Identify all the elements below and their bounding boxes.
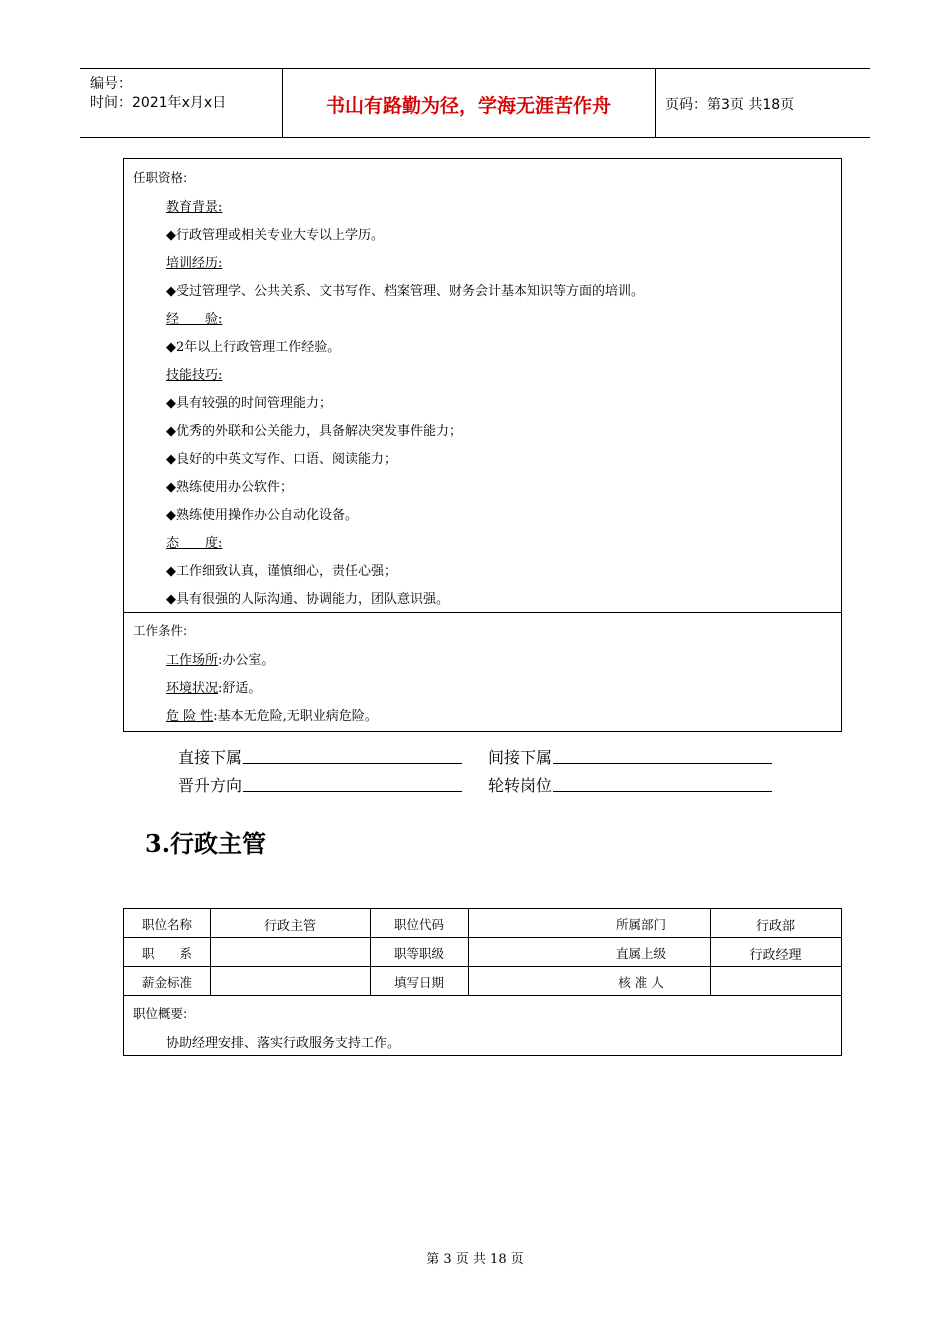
label-position-code: 职位代码 (393, 917, 444, 932)
header-divider (655, 69, 656, 137)
label-supervisor: 直属上级 (615, 946, 666, 961)
attitude-item: ◆工作细致认真，谨慎细心，责任心强； (166, 564, 397, 579)
indirect-subordinate-label: 间接下属 (488, 748, 553, 767)
risk-label: 危 险 性 (166, 709, 214, 724)
overview-text: 协助经理安排、落实行政服务支持工作。 (166, 1036, 401, 1051)
env-label: 环境状况 (166, 681, 219, 696)
promotion-label: 晋升方向 (178, 776, 243, 795)
training-label: 培训经历: (166, 256, 223, 271)
col-divider (468, 909, 469, 996)
page-footer: 第 3 页 共 18 页 (426, 1252, 524, 1267)
indirect-subordinate-line[interactable] (553, 763, 772, 764)
training-item: ◆受过管理学、公共关系、文书写作、档案管理、财务会计基本知识等方面的培训。 (166, 284, 644, 299)
header-number: 编号： (90, 76, 132, 92)
page-header (80, 68, 870, 138)
row-divider (124, 937, 841, 938)
place-value: :办公室。 (218, 653, 275, 668)
education-label: 教育背景: (166, 200, 223, 215)
education-item: ◆行政管理或相关专业大专以上学历。 (166, 228, 384, 243)
header-meta (90, 75, 226, 113)
label-position-name: 职位名称 (141, 917, 192, 932)
attitude-item: ◆具有很强的人际沟通、协调能力，团队意识强。 (166, 592, 449, 607)
skills-label: 技能技巧: (166, 368, 223, 383)
value-position-name: 行政主管 (263, 919, 316, 934)
skills-item: ◆熟练使用办公软件； (166, 480, 293, 495)
row-divider (124, 966, 841, 967)
env-value: :舒适。 (218, 681, 262, 696)
header-motto: 书山有路勤为径，学海无涯苦作舟 (325, 95, 611, 117)
header-time: 时间：2021年x月x日 (90, 95, 227, 111)
experience-label: 经 验: (166, 312, 223, 327)
direct-subordinate-label: 直接下属 (178, 748, 243, 767)
experience-item: ◆2年以上行政管理工作经验。 (166, 340, 341, 355)
qualifications-box (123, 158, 842, 732)
qualifications-title: 任职资格: (133, 170, 188, 185)
skills-item: ◆优秀的外联和公关能力，具备解决突发事件能力； (166, 424, 462, 439)
label-fill-date: 填写日期 (393, 975, 444, 990)
value-department: 行政部 (755, 919, 795, 934)
promotion-line[interactable] (243, 791, 462, 792)
skills-item: ◆熟练使用操作办公自动化设备。 (166, 508, 358, 523)
condition-env (166, 677, 261, 696)
rotation-label: 轮转岗位 (488, 776, 553, 795)
label-grade: 职等职级 (393, 946, 444, 961)
rotation-line[interactable] (553, 791, 772, 792)
section-heading: 3.行政主管 (145, 829, 267, 858)
row-divider (124, 995, 841, 996)
label-salary: 薪金标准 (141, 975, 192, 990)
risk-value: :基本无危险,无职业病危险。 (213, 709, 378, 724)
place-label: 工作场所 (166, 653, 219, 668)
value-supervisor: 行政经理 (749, 948, 802, 963)
label-job-family: 职 系 (141, 946, 192, 961)
skills-item: ◆良好的中英文写作、口语、阅读能力； (166, 452, 397, 467)
skills-item: ◆具有较强的时间管理能力； (166, 396, 332, 411)
position-info-table (123, 908, 842, 1056)
attitude-label: 态 度: (166, 536, 223, 551)
header-page: 页码：第3页 共18页 (665, 97, 795, 113)
condition-place (166, 649, 274, 668)
condition-risk (166, 705, 378, 724)
direct-subordinate-line[interactable] (243, 763, 462, 764)
section-divider (124, 612, 841, 613)
conditions-title: 工作条件: (133, 623, 188, 638)
label-department: 所属部门 (615, 917, 666, 932)
label-approver: 核 准 人 (618, 975, 664, 990)
overview-title: 职位概要: (133, 1006, 188, 1021)
